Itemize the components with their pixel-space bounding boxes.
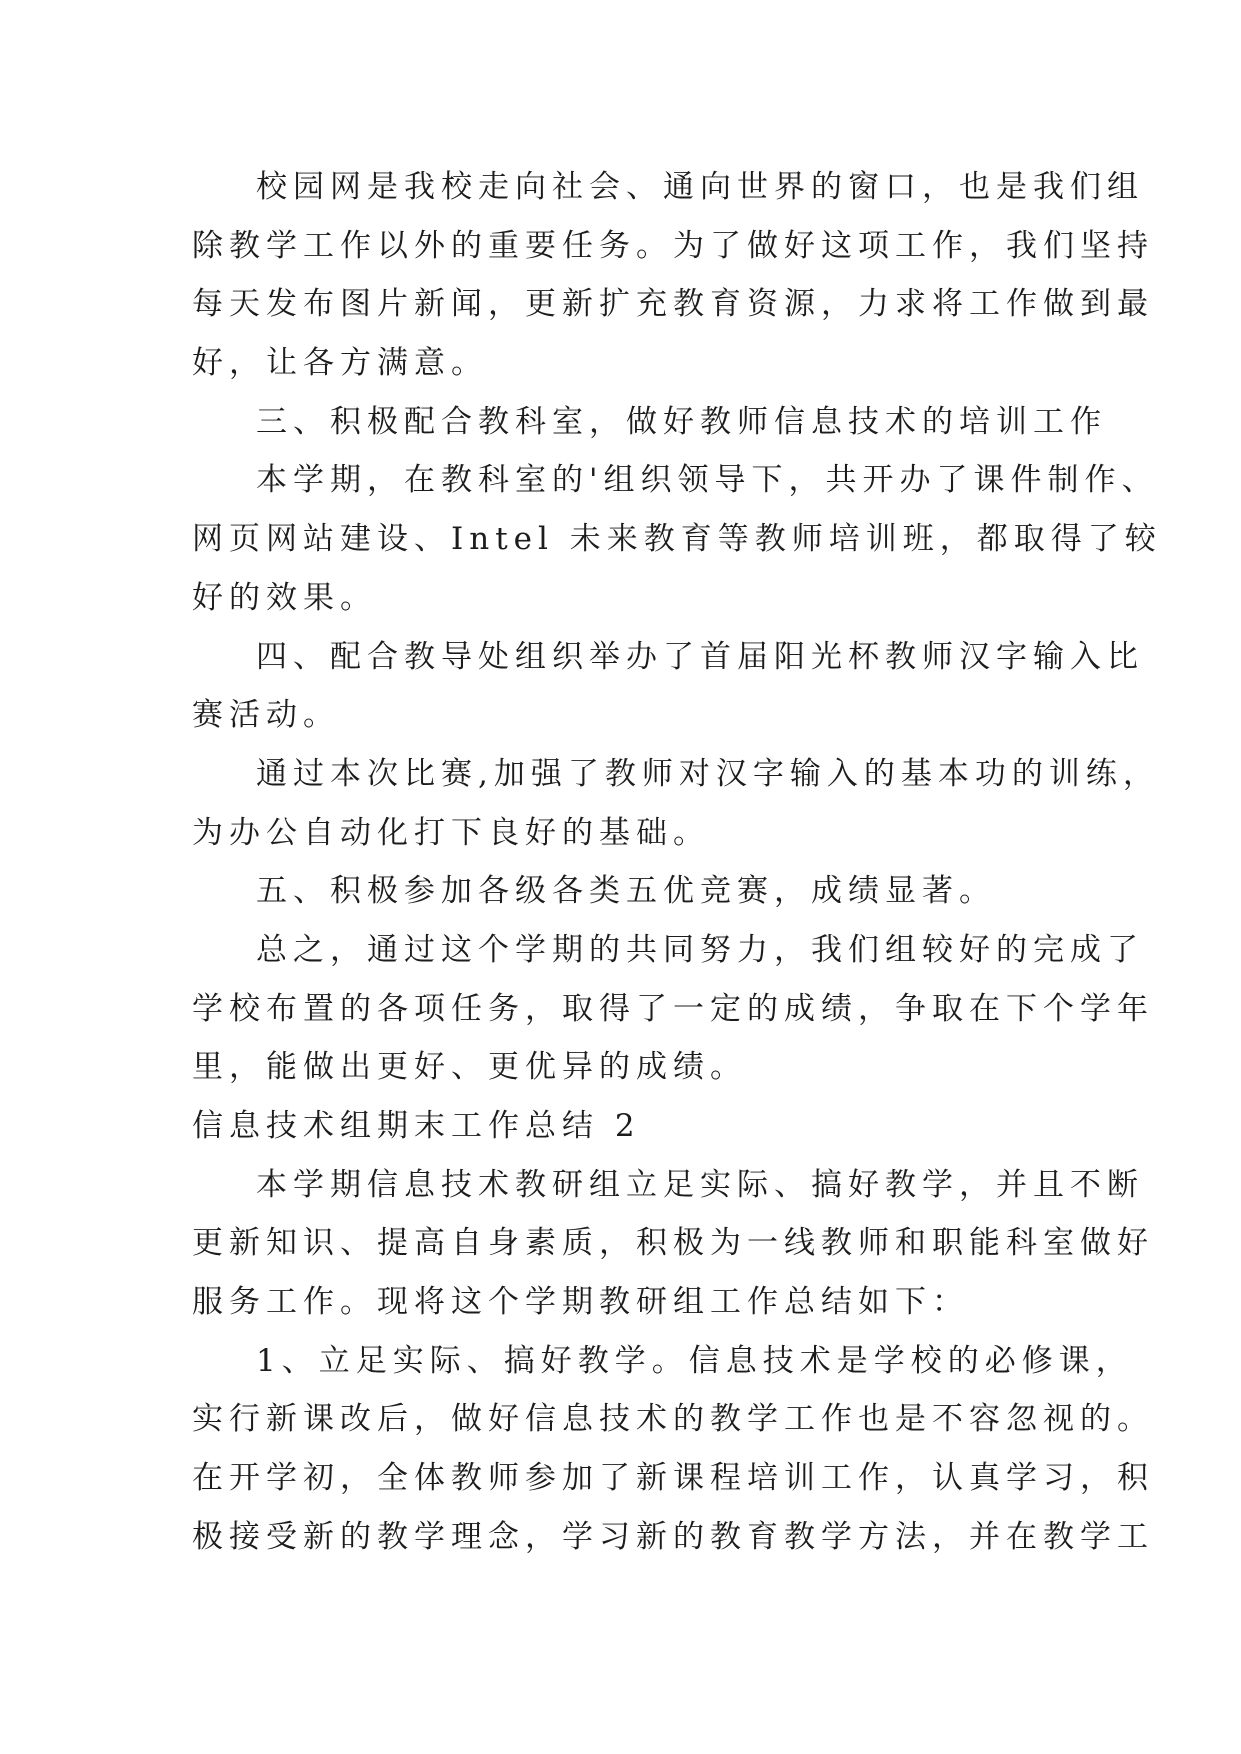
paragraph-line: 总之，通过这个学期的共同努力，我们组较好的完成了 xyxy=(256,931,1144,968)
paragraph-line: 赛活动。 xyxy=(192,697,340,734)
paragraph-line: 极接受新的教学理念，学习新的教育教学方法，并在教学工 xyxy=(192,1518,1154,1555)
section-heading: 四、配合教导处组织举办了首届阳光杯教师汉字输入比 xyxy=(256,638,1144,675)
paragraph-line: 网页网站建设、Intel 未来教育等教师培训班，都取得了较 xyxy=(192,521,1162,558)
paragraph-line: 里，能做出更好、更优异的成绩。 xyxy=(192,1049,747,1086)
section-heading: 五、积极参加各级各类五优竞赛，成绩显著。 xyxy=(256,873,996,910)
paragraph-line: 好的效果。 xyxy=(192,579,377,616)
paragraph-line: 校园网是我校走向社会、通向世界的窗口，也是我们组 xyxy=(256,169,1144,205)
paragraph-line: 实行新课改后，做好信息技术的教学工作也是不容忽视的。 xyxy=(192,1401,1154,1438)
paragraph-line: 在开学初，全体教师参加了新课程培训工作，认真学习，积 xyxy=(192,1460,1154,1497)
paragraph-line: 1、立足实际、搞好教学。信息技术是学校的必修课， xyxy=(256,1342,1133,1379)
paragraph-line: 本学期，在教科室的'组织领导下，共开办了课件制作、 xyxy=(256,462,1159,499)
paragraph-line: 服务工作。现将这个学期教研组工作总结如下： xyxy=(192,1284,969,1321)
body-text xyxy=(192,158,1162,1567)
paragraph-line: 好，让各方满意。 xyxy=(192,345,488,382)
section-heading: 三、积极配合教科室，做好教师信息技术的培训工作 xyxy=(256,403,1107,440)
paragraph-line: 除教学工作以外的重要任务。为了做好这项工作，我们坚持 xyxy=(192,227,1154,264)
paragraph-line: 每天发布图片新闻，更新扩充教育资源，力求将工作做到最 xyxy=(192,286,1154,323)
article-title: 信息技术组期末工作总结 2 xyxy=(192,1108,641,1144)
paragraph-line: 本学期信息技术教研组立足实际、搞好教学，并且不断 xyxy=(256,1166,1144,1203)
paragraph-line: 通过本次比赛,加强了教师对汉字输入的基本功的训练， xyxy=(256,755,1160,792)
paragraph-line: 为办公自动化打下良好的基础。 xyxy=(192,814,710,851)
paragraph-line: 学校布置的各项任务，取得了一定的成绩，争取在下个学年 xyxy=(192,990,1154,1027)
paragraph-line: 更新知识、提高自身素质，积极为一线教师和职能科室做好 xyxy=(192,1225,1154,1262)
